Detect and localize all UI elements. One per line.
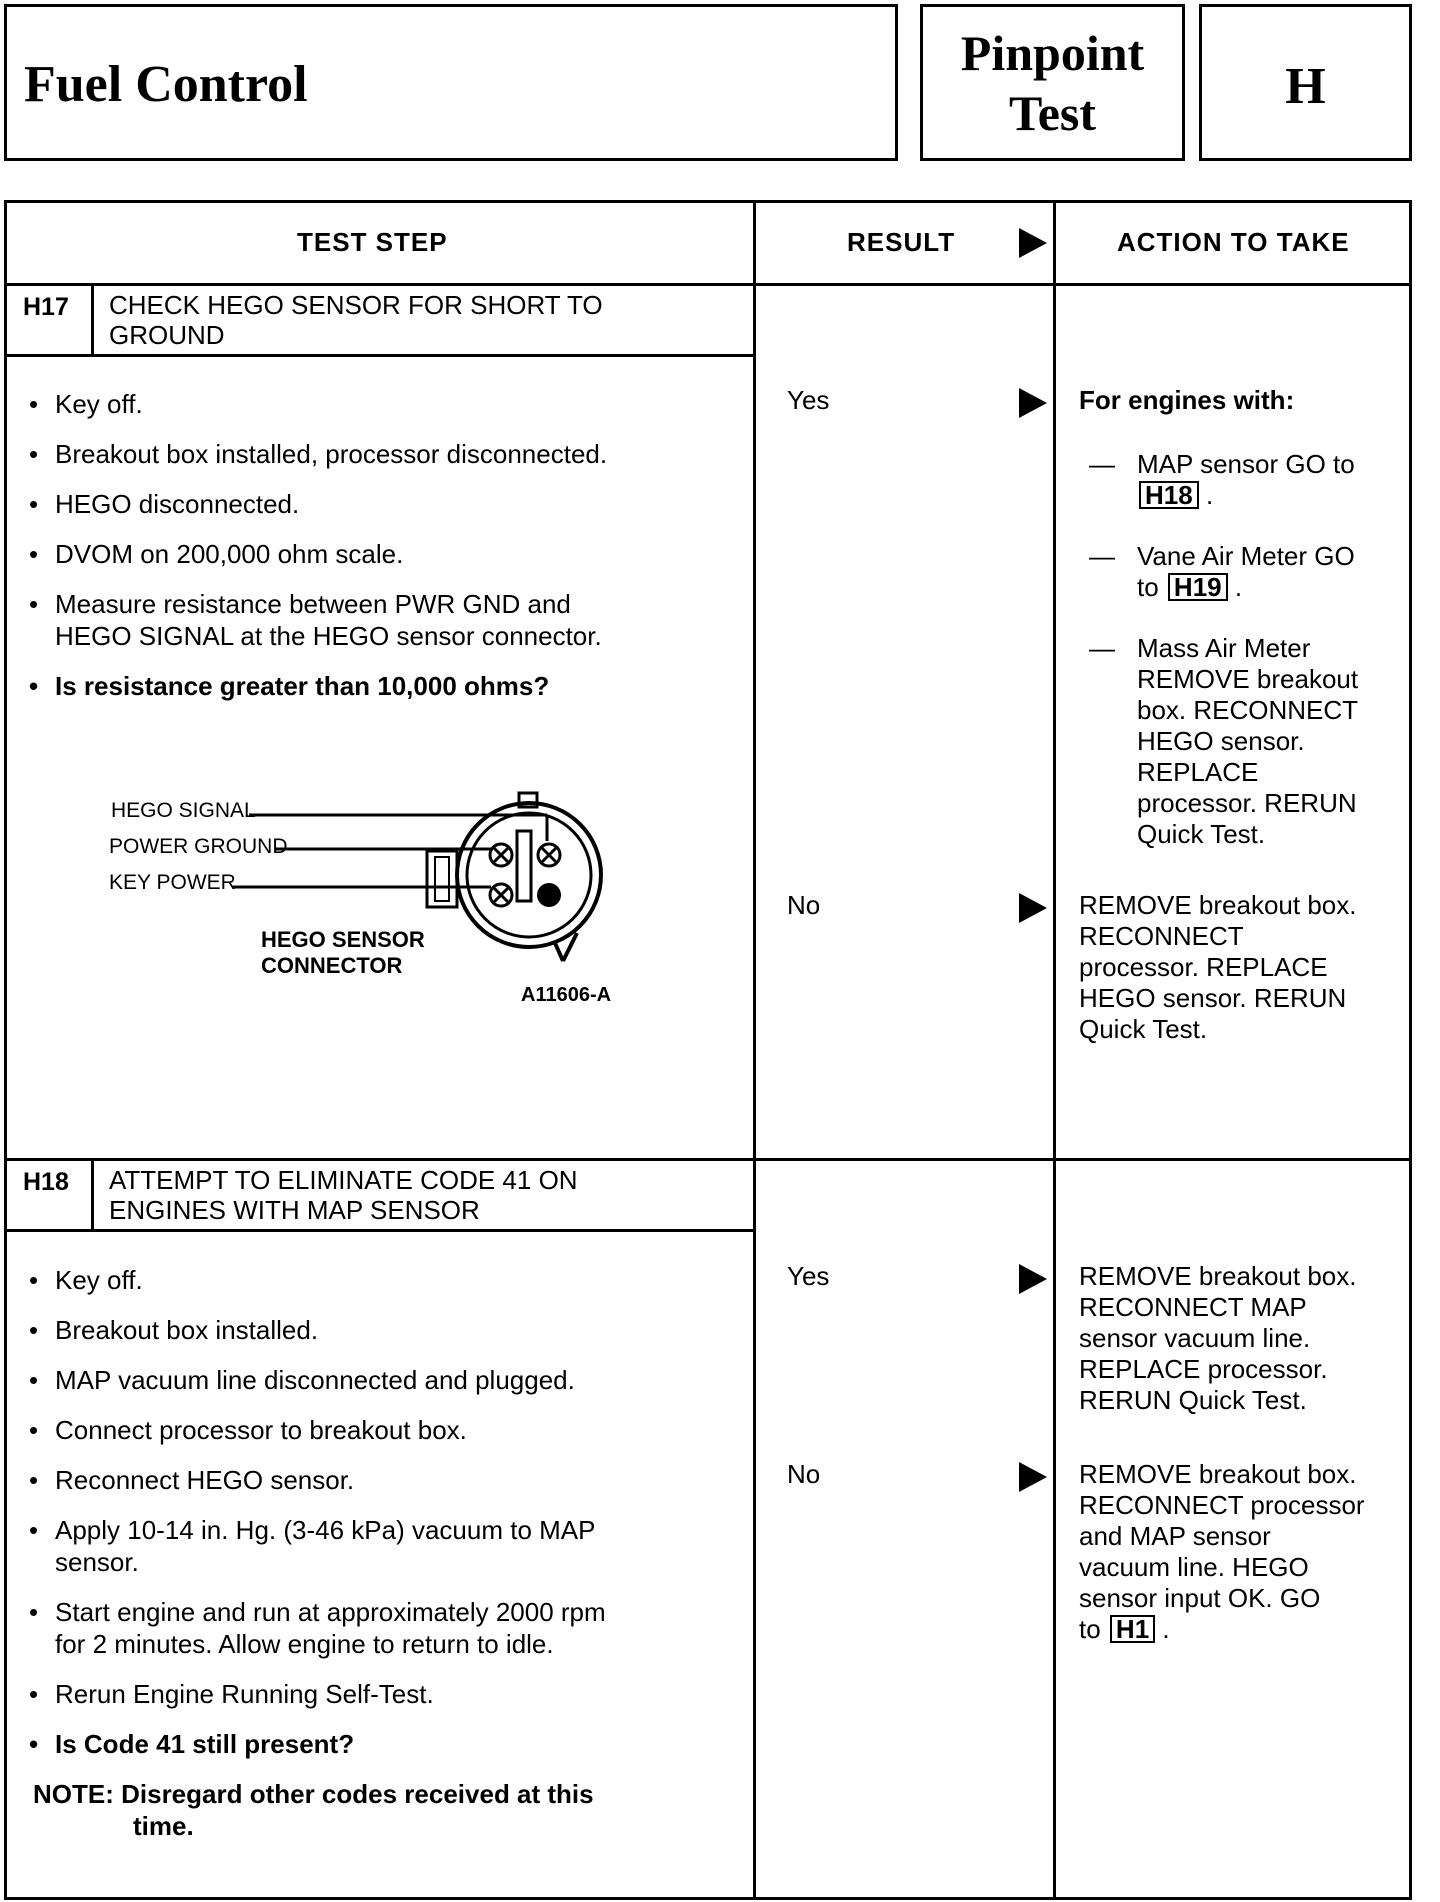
h17-yes-opt3-line3: box. RECONNECT	[1137, 695, 1359, 725]
test-type-line2: Test	[1008, 85, 1097, 141]
col-divider-result	[753, 203, 756, 1897]
bullet-icon: •	[29, 489, 39, 519]
bullet-icon: •	[29, 1515, 39, 1545]
h18-note-line1: NOTE: Disregard other codes received at this	[33, 1779, 594, 1809]
h18-yes-line2: RECONNECT MAP	[1079, 1292, 1307, 1322]
h17-id-divider	[91, 283, 94, 357]
dash-icon: —	[1089, 633, 1115, 663]
bullet-icon: •	[29, 1679, 39, 1709]
h18-step-4: Connect processor to breakout box.	[55, 1415, 467, 1445]
h18-question: Is Code 41 still present?	[55, 1729, 355, 1759]
col-divider-action	[1053, 203, 1056, 1897]
header-row-divider	[7, 283, 1409, 286]
h18-result-no: No	[787, 1459, 821, 1489]
h18-step-7a: Start engine and run at approximately 2000 rpm	[55, 1597, 606, 1627]
h18-title-line1: ATTEMPT TO ELIMINATE CODE 41 ON	[109, 1165, 578, 1195]
h17-no-line3: processor. REPLACE	[1079, 952, 1328, 982]
h17-step-5a: Measure resistance between PWR GND and	[55, 589, 571, 619]
arrow-icon	[1019, 1264, 1047, 1294]
h17-yes-opt3-line2: REMOVE breakout	[1137, 664, 1359, 694]
bullet-icon: •	[29, 1729, 39, 1759]
bullet-icon: •	[29, 589, 39, 619]
h17-yes-opt3-line1: Mass Air Meter	[1137, 633, 1311, 663]
diagram-label-hego-signal: HEGO SIGNAL	[111, 799, 256, 822]
h18-no-line1: REMOVE breakout box.	[1079, 1459, 1357, 1489]
h17-no-line1: REMOVE breakout box.	[1079, 890, 1357, 920]
ref-h18[interactable]: H18	[1139, 481, 1199, 509]
h18-yes-line1: REMOVE breakout box.	[1079, 1261, 1357, 1291]
arrow-icon	[1019, 893, 1047, 923]
bullet-icon: •	[29, 1597, 39, 1627]
h17-yes-opt3-line5: REPLACE	[1137, 757, 1259, 787]
h18-no-line4: vacuum line. HEGO	[1079, 1552, 1309, 1582]
h18-no-line5: sensor input OK. GO	[1079, 1583, 1321, 1613]
bullet-icon: •	[29, 439, 39, 469]
arrow-icon	[1019, 1462, 1047, 1492]
h17-result-yes: Yes	[787, 385, 830, 415]
ref-h19[interactable]: H19	[1168, 573, 1228, 601]
h18-result-yes: Yes	[787, 1261, 830, 1291]
step-id-h18: H18	[23, 1168, 69, 1196]
h18-step-5: Reconnect HEGO sensor.	[55, 1465, 355, 1495]
h17-step-5b: HEGO SIGNAL at the HEGO sensor connector.	[55, 621, 602, 651]
bullet-icon: •	[29, 671, 39, 701]
h17-yes-opt2-line1: Vane Air Meter GO	[1137, 541, 1355, 571]
h18-step-2: Breakout box installed.	[55, 1315, 319, 1345]
arrow-icon	[1019, 228, 1047, 258]
h18-step-1: Key off.	[55, 1265, 143, 1295]
test-letter-box	[1199, 4, 1412, 161]
h17-question: Is resistance greater than 10,000 ohms?	[55, 671, 550, 701]
ref-h1[interactable]: H1	[1110, 1615, 1155, 1643]
bullet-icon: •	[29, 1415, 39, 1445]
header-title-box	[4, 4, 898, 161]
h17-yes-intro: For engines with:	[1079, 385, 1295, 415]
h18-step-6a: Apply 10-14 in. Hg. (3-46 kPa) vacuum to MAP	[55, 1515, 596, 1545]
h18-id-divider	[91, 1158, 94, 1232]
diagram-caption-line2: CONNECTOR	[261, 953, 403, 978]
h18-no-line3: and MAP sensor	[1079, 1521, 1271, 1551]
diagram-figure-id: A11606-A	[521, 984, 612, 1006]
pinpoint-table	[4, 200, 1412, 1900]
dash-icon: —	[1089, 541, 1115, 571]
h17-yes-opt3-line7: Quick Test.	[1137, 819, 1266, 849]
diagram-label-power-ground: POWER GROUND	[109, 835, 288, 858]
h17-yes-opt2-line2: to H19 .	[1137, 572, 1243, 602]
h18-title-line2: ENGINES WITH MAP SENSOR	[109, 1195, 480, 1225]
h17-step-1: Key off.	[55, 389, 143, 419]
column-header-test-step: TEST STEP	[297, 227, 448, 257]
h17-yes-opt1-line1: MAP sensor GO to	[1137, 449, 1355, 479]
h17-title-line1: CHECK HEGO SENSOR FOR SHORT TO	[109, 290, 603, 320]
diagram-caption-line1: HEGO SENSOR	[261, 927, 425, 952]
h17-step-4: DVOM on 200,000 ohm scale.	[55, 539, 404, 569]
h18-step-8: Rerun Engine Running Self-Test.	[55, 1679, 434, 1709]
bullet-icon: •	[29, 1315, 39, 1345]
h18-yes-line5: RERUN Quick Test.	[1079, 1385, 1307, 1415]
step-id-h17: H17	[23, 293, 69, 321]
bullet-icon: •	[29, 1465, 39, 1495]
h18-no-line6: to H1 .	[1079, 1614, 1170, 1644]
h18-step-6b: sensor.	[55, 1547, 139, 1577]
h17-step-3: HEGO disconnected.	[55, 489, 300, 519]
column-header-result: RESULT	[847, 227, 956, 257]
test-type-line1: Pinpoint	[960, 25, 1145, 81]
h17-yes-opt1-line2: H18 .	[1137, 480, 1213, 511]
h17-yes-opt3-line4: HEGO sensor.	[1137, 726, 1305, 756]
h17-title-divider	[7, 354, 753, 357]
column-header-action: ACTION TO TAKE	[1117, 227, 1350, 257]
h17-no-line2: RECONNECT	[1079, 921, 1244, 951]
h18-yes-line4: REPLACE processor.	[1079, 1354, 1328, 1384]
test-type-box	[920, 4, 1185, 161]
diagram-label-key-power: KEY POWER	[109, 871, 236, 894]
h18-step-3: MAP vacuum line disconnected and plugged.	[55, 1365, 575, 1395]
h18-yes-line3: sensor vacuum line.	[1079, 1323, 1311, 1353]
h18-title-divider	[7, 1229, 753, 1232]
h18-row-divider	[7, 1158, 1409, 1161]
test-letter: H	[1285, 58, 1326, 115]
arrow-icon	[1019, 388, 1047, 418]
bullet-icon: •	[29, 1365, 39, 1395]
h17-yes-opt3-line6: processor. RERUN	[1137, 788, 1357, 818]
hego-connector-diagram	[97, 743, 657, 1013]
h17-result-no: No	[787, 890, 821, 920]
h18-step-7b: for 2 minutes. Allow engine to return to idle.	[55, 1629, 554, 1659]
bullet-icon: •	[29, 539, 39, 569]
dash-icon: —	[1089, 449, 1115, 479]
h18-note-line2: time.	[133, 1811, 194, 1841]
h17-no-line5: Quick Test.	[1079, 1014, 1208, 1044]
h17-title-line2: GROUND	[109, 320, 225, 350]
bullet-icon: •	[29, 1265, 39, 1295]
bullet-icon: •	[29, 389, 39, 419]
page-title: Fuel Control	[24, 56, 308, 113]
h17-step-2: Breakout box installed, processor disconnected.	[55, 439, 608, 469]
h17-no-line4: HEGO sensor. RERUN	[1079, 983, 1347, 1013]
h18-no-line2: RECONNECT processor	[1079, 1490, 1365, 1520]
